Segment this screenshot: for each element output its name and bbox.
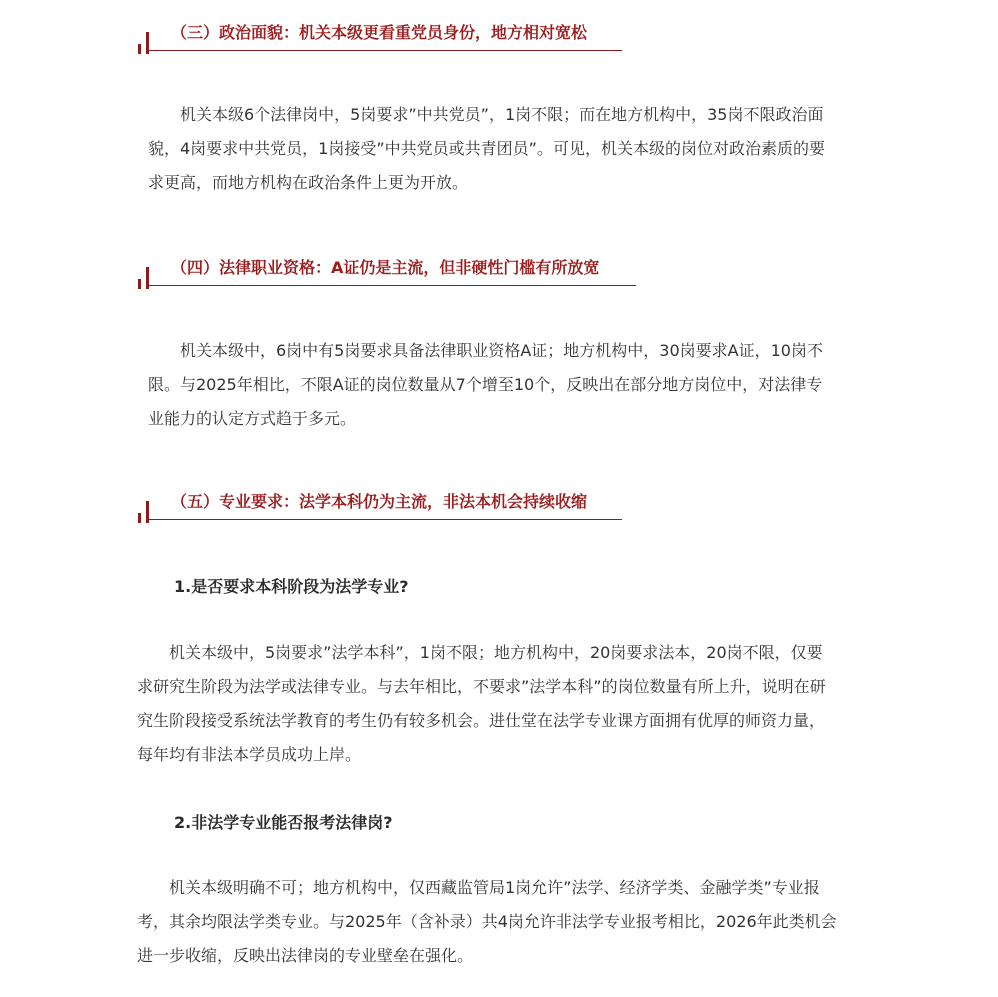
heading-underline xyxy=(148,519,622,520)
section-title: （四）法律职业资格：A证仍是主流，但非硬性门槛有所放宽 xyxy=(171,258,600,277)
section-title: （三）政治面貌：机关本级更看重党员身份，地方相对宽松 xyxy=(171,23,588,42)
section-heading-3 xyxy=(138,14,622,54)
subsection-paragraph: 机关本级中，5岗要求”法学本科”，1岗不限；地方机构中，20岗要求法本，20岗不限，仅要求研究生阶段为法学或法律专业。与去年相比，不要求”法学本科”的岗位数量有所上升，说明在研究生阶段接受系统法学教育的考生仍有较多机会。进仕堂在法学专业课方面拥有优厚的师资力量，每年均有非法本学员成功上岸。 xyxy=(137,643,826,764)
heading-underline xyxy=(148,50,622,51)
section-paragraph: 机关本级中，6岗中有5岗要求具备法律职业资格A证；地方机构中，30岗要求A证，10岗不限。与2025年相比，不限A证的岗位数量从7个增至10个，反映出在部分地方岗位中，对法律专业能力的认定方式趋于多元。 xyxy=(148,341,823,428)
section-heading-5 xyxy=(138,483,622,523)
subsection-heading: 2.非法学专业能否报考法律岗? xyxy=(174,813,393,832)
heading-underline xyxy=(148,285,636,286)
subsection-paragraph: 机关本级明确不可；地方机构中，仅西藏监管局1岗允许”法学、经济学类、金融学类”专业报考，其余均限法学类专业。与2025年（含补录）共4岗允许非法学专业报考相比，2026年此类机会进一步收缩，反映出法律岗的专业壁垒在强化。 xyxy=(137,878,837,965)
section-heading-4 xyxy=(138,249,636,289)
subsection-heading: 1.是否要求本科阶段为法学专业? xyxy=(174,577,409,596)
section-title: （五）专业要求：法学本科仍为主流，非法本机会持续收缩 xyxy=(171,492,588,511)
section-paragraph: 机关本级6个法律岗中，5岗要求”中共党员”，1岗不限；而在地方机构中，35岗不限政治面貌，4岗要求中共党员，1岗接受”中共党员或共青团员”。可见，机关本级的岗位对政治素质的要求更高，而地方机构在政治条件上更为开放。 xyxy=(148,105,825,192)
